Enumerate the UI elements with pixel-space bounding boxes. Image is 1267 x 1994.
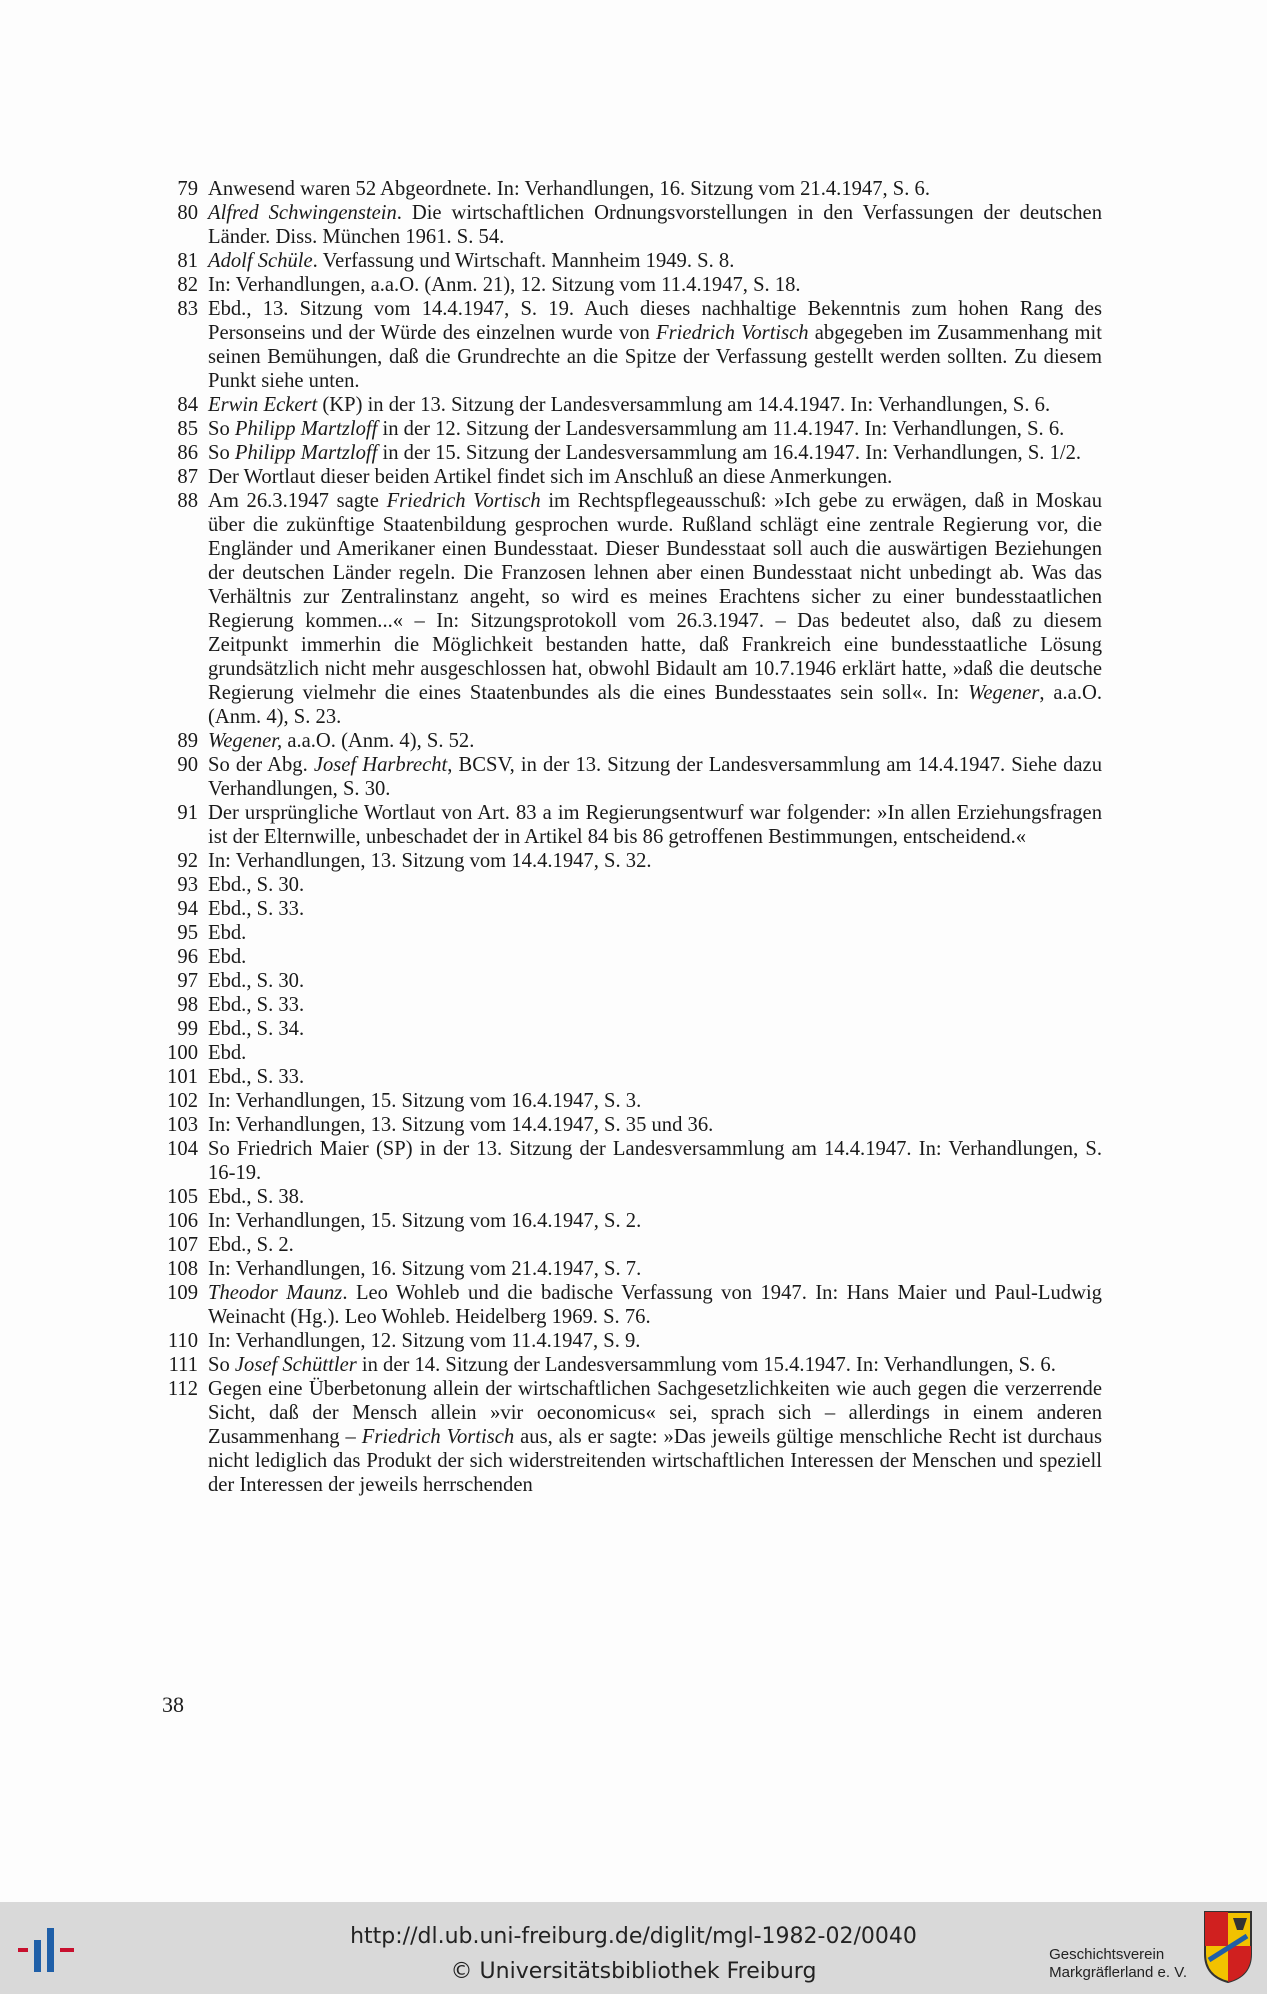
footnote-text: So Josef Schüttler in der 14. Sitzung der Landesversammlung vom 15.4.1947. In: Verhandlungen, S. 6. (208, 1354, 1056, 1376)
footnote (160, 393, 1102, 417)
footnote-number: 98 (177, 994, 198, 1016)
footnote-text: Ebd., S. 33. (208, 994, 305, 1016)
footnote-text: In: Verhandlungen, 15. Sitzung vom 16.4.1947, S. 2. (208, 1210, 642, 1232)
footnote-number: 86 (177, 442, 198, 464)
footnote-text: In: Verhandlungen, 13. Sitzung vom 14.4.1947, S. 35 und 36. (208, 1114, 714, 1136)
footnote (160, 945, 1102, 969)
footnote-number: 105 (167, 1186, 198, 1208)
footnote-number: 100 (167, 1042, 198, 1064)
footnote (160, 921, 1102, 945)
footnote-text: Theodor Maunz. Leo Wohleb und die badische Verfassung von 1947. In: Hans Maier und Paul-Ludwig Weinacht (Hg.). Leo Wohleb. Heidelberg 1969. S. 76. (208, 1282, 1102, 1328)
footnote-text: Der Wortlaut dieser beiden Artikel findet sich im Anschluß an diese Anmerkungen. (208, 466, 893, 488)
footnote (160, 1089, 1102, 1113)
footnote-text: Ebd. (208, 922, 247, 944)
footnote (160, 1377, 1102, 1497)
footnote-number: 87 (177, 466, 198, 488)
footnote-number: 96 (177, 946, 198, 968)
footnote-text: Erwin Eckert (KP) in der 13. Sitzung der Landesversammlung am 14.4.1947. In: Verhandlungen, S. 6. (208, 394, 1051, 416)
footnote-number: 81 (177, 250, 198, 272)
footnote-text: So der Abg. Josef Harbrecht, BCSV, in der 13. Sitzung der Landesversammlung am 14.4.1947. Siehe dazu Verhandlungen, S. 30. (208, 754, 1102, 800)
footnote-text: In: Verhandlungen, a.a.O. (Anm. 21), 12. Sitzung vom 11.4.1947, S. 18. (208, 274, 801, 296)
footnote-text: Ebd., S. 30. (208, 970, 305, 992)
footnote-number: 112 (167, 1378, 198, 1400)
footnote-text: So Friedrich Maier (SP) in der 13. Sitzung der Landesversammlung am 14.4.1947. In: Verhandlungen, S. 16-19. (208, 1138, 1102, 1184)
footnote (160, 801, 1102, 849)
society-name-line2: Markgräflerland e. V. (1049, 1964, 1187, 1981)
footnote (160, 969, 1102, 993)
footnote (160, 993, 1102, 1017)
footnote (160, 1233, 1102, 1257)
society-crest-icon (1203, 1910, 1253, 1984)
footnote-number: 83 (177, 298, 198, 320)
footnote (160, 753, 1102, 801)
footnote-text: Ebd., S. 34. (208, 1018, 305, 1040)
society-name (1049, 1946, 1187, 1982)
footnote (160, 897, 1102, 921)
footnote-number: 90 (177, 754, 198, 776)
page-number: 38 (162, 1692, 184, 1717)
footnote-number: 104 (167, 1138, 198, 1160)
permalink-url[interactable]: http://dl.ub.uni-freiburg.de/diglit/mgl-1982-02/0040 (350, 1924, 917, 1949)
footnote (160, 1137, 1102, 1185)
footnote (160, 297, 1102, 393)
footnote (160, 873, 1102, 897)
footnote-number: 88 (177, 490, 198, 512)
footnote-number: 101 (167, 1066, 198, 1088)
footnote (160, 249, 1102, 273)
footnote (160, 273, 1102, 297)
footnote (160, 1329, 1102, 1353)
footnote-number: 82 (177, 274, 198, 296)
footnote (160, 441, 1102, 465)
footnote-text: In: Verhandlungen, 13. Sitzung vom 14.4.1947, S. 32. (208, 850, 652, 872)
footnote (160, 1209, 1102, 1233)
footnote-text: Gegen eine Überbetonung allein der wirtschaftlichen Sachgesetzlichkeiten wie auch gegen die verzerrende Sicht, daß der Mensch allein »vir oeconomicus« sei, sprach sich – allerdings in einem anderen Zusammenhang – Friedrich Vortisch aus, als er sagte: »Das jeweils gültige menschliche Recht ist durchaus nicht lediglich das Produkt der sich widerstreitenden wirtschaftlichen Interessen der Menschen und speziell der Interessen der jeweils herrschenden (208, 1378, 1102, 1496)
footnote-number: 79 (177, 178, 198, 200)
footnote-text: So Philipp Martzloff in der 15. Sitzung der Landesversammlung am 16.4.1947. In: Verhandlungen, S. 1/2. (208, 442, 1082, 464)
footnote (160, 849, 1102, 873)
footnote-number: 110 (167, 1330, 198, 1352)
footnote-number: 99 (177, 1018, 198, 1040)
footnote-text: Adolf Schüle. Verfassung und Wirtschaft. Mannheim 1949. S. 8. (208, 250, 735, 272)
footnote-text: Anwesend waren 52 Abgeordnete. In: Verhandlungen, 16. Sitzung vom 21.4.1947, S. 6. (208, 178, 931, 200)
footnote-text: Wegener, a.a.O. (Anm. 4), S. 52. (208, 730, 475, 752)
footnote-text: Alfred Schwingenstein. Die wirtschaftlichen Ordnungsvorstellungen in den Verfassungen der deutschen Länder. Diss. München 1961. S. 54. (208, 202, 1102, 248)
footnote-text: In: Verhandlungen, 16. Sitzung vom 21.4.1947, S. 7. (208, 1258, 642, 1280)
society-name-line1: Geschichtsverein (1049, 1946, 1165, 1963)
footnote-number: 108 (167, 1258, 198, 1280)
footnote-text: So Philipp Martzloff in der 12. Sitzung der Landesversammlung am 11.4.1947. In: Verhandlungen, S. 6. (208, 418, 1065, 440)
footnote-number: 106 (167, 1210, 198, 1232)
footnote-text: Ebd. (208, 1042, 247, 1064)
footnote-text: Ebd., 13. Sitzung vom 14.4.1947, S. 19. Auch dieses nachhaltige Bekenntnis zum hohen Rang des Personseins und der Würde des einzelnen wurde von Friedrich Vortisch abgegeben im Zusammenhang mit seinen Bemühungen, daß die Grundrechte an die Spitze der Verfassung gestellt werden sollten. Zu diesem Punkt siehe unten. (208, 298, 1103, 392)
footnote-text: Ebd., S. 33. (208, 898, 305, 920)
footnote (160, 417, 1102, 441)
footnote-number: 94 (177, 898, 198, 920)
footnote-number: 92 (177, 850, 198, 872)
footnote-number: 111 (168, 1354, 198, 1376)
footnote-number: 102 (167, 1090, 198, 1112)
footnote (160, 1065, 1102, 1089)
footnote-number: 85 (177, 418, 198, 440)
copyright-notice: © Universitätsbibliothek Freiburg (450, 1959, 817, 1984)
footnote-number: 107 (167, 1234, 198, 1256)
footnote (160, 201, 1102, 249)
footnote (160, 465, 1102, 489)
footnote-text: Ebd., S. 38. (208, 1186, 305, 1208)
footnote-number: 84 (177, 394, 198, 416)
footnote (160, 1185, 1102, 1209)
footnote (160, 177, 1102, 201)
footnote-text: Ebd., S. 33. (208, 1066, 305, 1088)
footnote-number: 109 (167, 1282, 198, 1304)
footnote-number: 89 (177, 730, 198, 752)
footnote (160, 489, 1102, 729)
footnote (160, 1257, 1102, 1281)
footnote-number: 103 (167, 1114, 198, 1136)
footnote-text: Ebd., S. 2. (208, 1234, 294, 1256)
footnote (160, 1281, 1102, 1329)
footnote-number: 97 (177, 970, 198, 992)
footnotes-list (160, 177, 1102, 1497)
footnote-number: 95 (177, 922, 198, 944)
footnote-text: Am 26.3.1947 sagte Friedrich Vortisch im Rechtspflegeausschuß: »Ich gebe zu erwägen, daß in Moskau über die zukünftige Staatenbildung gesprochen wurde. Rußland schlägt eine zentrale Regierung vor, die Engländer und Amerikaner einen Bundesstaat. Dieser Bundesstaat soll auch die auswärtigen Beziehungen der deutschen Länder regeln. Die Franzosen lehnen aber einen Bundesstaat nicht unbedingt ab. Was das Verhältnis zur Zentralinstanz angeht, so wird es meines Erachtens sicher zu einer bundesstaatlichen Regierung kommen...« – In: Sitzungsprotokoll vom 26.3.1947. – Das bedeutet also, daß zu diesem Zeitpunkt immerhin die Möglichkeit bestanden hatte, daß Frankreich eine bundesstaatliche Lösung grundsätzlich nicht mehr ausgeschlossen hat, obwohl Bidault am 10.7.1946 erklärt hatte, »daß die deutsche Regierung vielmehr die eines Staatenbundes als die eines Bundesstaates sein soll«. In: Wegener, a.a.O. (Anm. 4), S. 23. (208, 490, 1102, 728)
footnote-number: 80 (177, 202, 198, 224)
viewer-footer (0, 1902, 1267, 1994)
footnote (160, 729, 1102, 753)
footnote (160, 1041, 1102, 1065)
footnote (160, 1353, 1102, 1377)
footnote-text: Ebd. (208, 946, 247, 968)
footnote-number: 91 (177, 802, 198, 824)
footnote-text: In: Verhandlungen, 15. Sitzung vom 16.4.1947, S. 3. (208, 1090, 642, 1112)
footnote (160, 1017, 1102, 1041)
footnote-text: Ebd., S. 30. (208, 874, 305, 896)
footnote-number: 93 (177, 874, 198, 896)
footnote (160, 1113, 1102, 1137)
footnote-text: Der ursprüngliche Wortlaut von Art. 83 a im Regierungsentwurf war folgender: »In allen Erziehungsfragen ist der Elternwille, unbeschadet der in Artikel 84 bis 86 getroffenen Bestimmungen, entscheidend.« (208, 802, 1102, 848)
footnote-text: In: Verhandlungen, 12. Sitzung vom 11.4.1947, S. 9. (208, 1330, 641, 1352)
